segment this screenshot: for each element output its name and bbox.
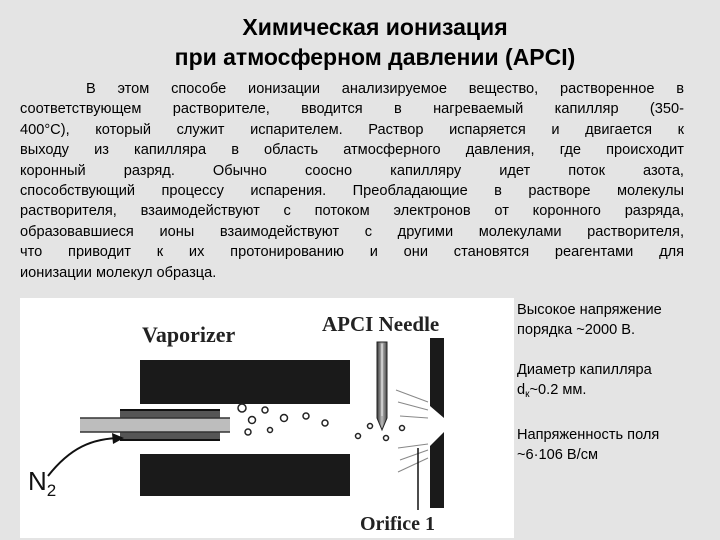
paragraph-line: способствующий процессу испарения. Преобладающие в растворе молекулы	[20, 183, 684, 200]
paragraph-line: растворителя, взаимодействуют с потоком электронов от коронного разряда,	[20, 203, 684, 220]
paragraph-line: образовавшиеся ионы взаимодействуют с другими молекулами растворителя,	[20, 223, 684, 240]
vaporizer-upper-block	[140, 360, 350, 404]
paragraph-line: ионизации молекул образца.	[20, 264, 217, 281]
nitrogen-label: $N_2$	[28, 466, 57, 500]
voltage-note: Высокое напряжение порядка ~2000 В.	[517, 302, 662, 338]
vaporizer-label: Vaporizer	[142, 322, 236, 347]
paragraph-line: 400°С), который служит испарителем. Раствор испаряется и двигается к	[20, 121, 684, 138]
capillary-note: Диаметр капилляра $d_к\sim 0.2$ мм.	[517, 362, 652, 400]
description-paragraph	[20, 79, 684, 283]
paragraph-line: выходу из капилляра в область атмосферного давления, где происходит	[20, 142, 684, 159]
needle-label: APCI Needle	[322, 312, 440, 336]
paragraph-line: что приводит к их протонированию и они становятся реагентами для	[20, 244, 684, 261]
apci-source-diagram	[20, 298, 514, 538]
orifice-upper-plate	[430, 338, 444, 418]
orifice-lower-plate	[430, 432, 444, 508]
orifice-label: Orifice 1	[360, 513, 435, 535]
vaporizer-lower-block	[140, 454, 350, 496]
paragraph-line: соответствующем растворителе, вводится в нагреваемый капилляр (350-	[20, 101, 684, 118]
title-line-2: при атмосферном давлении (APCI)	[174, 44, 576, 70]
paragraph-line: В этом способе ионизации анализируемое вещество, растворенное в	[86, 81, 684, 97]
field-strength-note: Напряженность поля ~6·106 В/см	[517, 427, 660, 463]
page-title	[0, 12, 720, 72]
title-line-1: Химическая ионизация	[242, 14, 508, 40]
paragraph-line: коронный разряд. Обычно соосно капилляру идет поток азота,	[20, 162, 684, 179]
parameter-notes	[517, 300, 717, 485]
nitrogen-flow-arrow	[48, 438, 122, 476]
